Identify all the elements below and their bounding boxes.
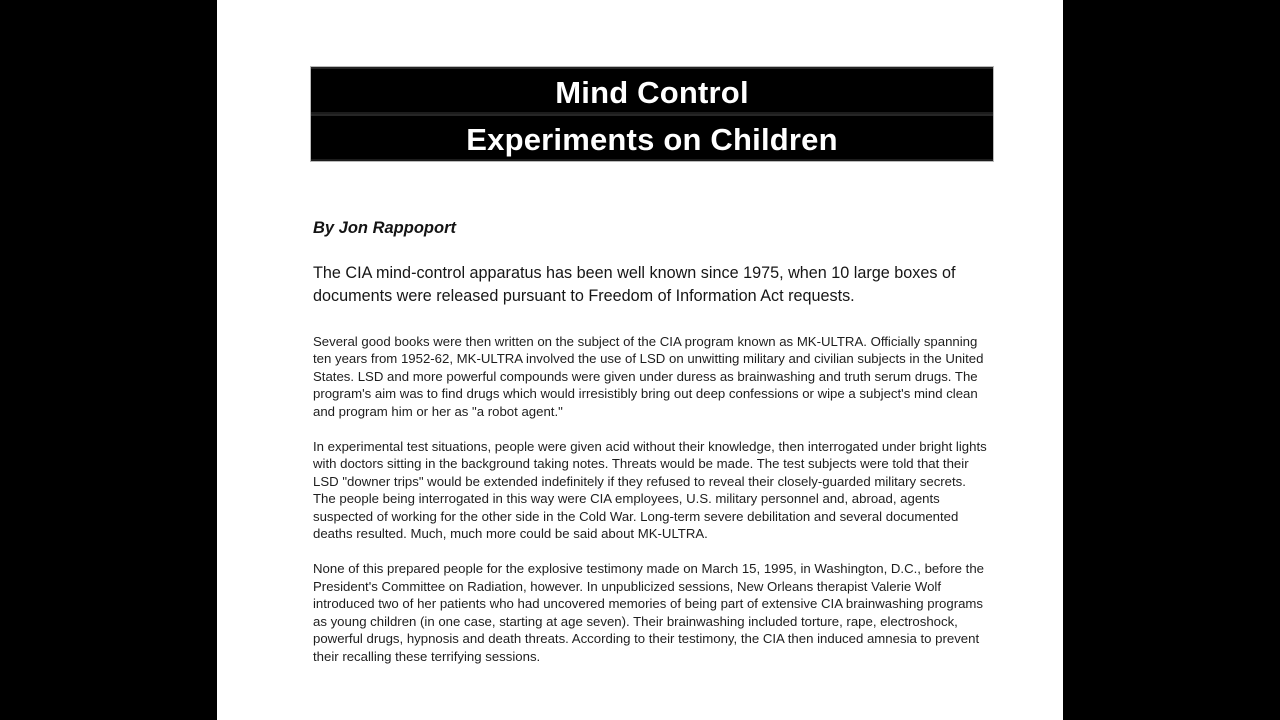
title-line-2: Experiments on Children — [311, 114, 993, 161]
title-banner — [310, 66, 994, 162]
document-page — [217, 0, 1063, 720]
letterbox-bar-right — [1063, 0, 1280, 720]
title-line-1: Mind Control — [311, 67, 993, 114]
article-body — [313, 218, 989, 665]
letterbox-bar-left — [0, 0, 217, 720]
article-paragraph-2: In experimental test situations, people were given acid without their knowledge, then interrogated under bright lights with doctors sitting in the background taking notes. Threats would be made. The test subjects were told that their LSD "downer trips" would be extended indefinitely if they refused to reveal their closely-guarded military secrets. The people being interrogated in this way were CIA employees, U.S. military personnel and, abroad, agents suspected of working for the other side in the Cold War. Long-term severe debilitation and several documented deaths resulted. Much, much more could be said about MK-ULTRA. — [313, 439, 987, 542]
article-lede-paragraph: The CIA mind-control apparatus has been well known since 1975, when 10 large boxes of documents were released pursuant to Freedom of Information Act requests. — [313, 264, 956, 305]
article-paragraph-3: None of this prepared people for the explosive testimony made on March 15, 1995, in Washington, D.C., before the President's Committee on Radiation, however. In unpublicized sessions, New Orleans therapist Valerie Wolf introduced two of her patients who had uncovered memories of being part of extensive CIA brainwashing programs as young children (in one case, starting at age seven). Their brainwashing included torture, rape, electroshock, powerful drugs, hypnosis and death threats. According to their testimony, the CIA then induced amnesia to prevent their recalling these terrifying sessions. — [313, 561, 984, 664]
article-byline: By Jon Rappoport — [313, 219, 456, 237]
article-paragraph-1: Several good books were then written on the subject of the CIA program known as MK-ULTRA. Officially spanning ten years from 1952-62, MK-ULTRA involved the use of LSD on unwitting military and civilian subjects in the United States. LSD and more powerful compounds were given under duress as brainwashing and truth serum drugs. The program's aim was to find drugs which would irresistibly bring out deep confessions or wipe a subject's mind clean and program him or her as "a robot agent." — [313, 334, 984, 419]
